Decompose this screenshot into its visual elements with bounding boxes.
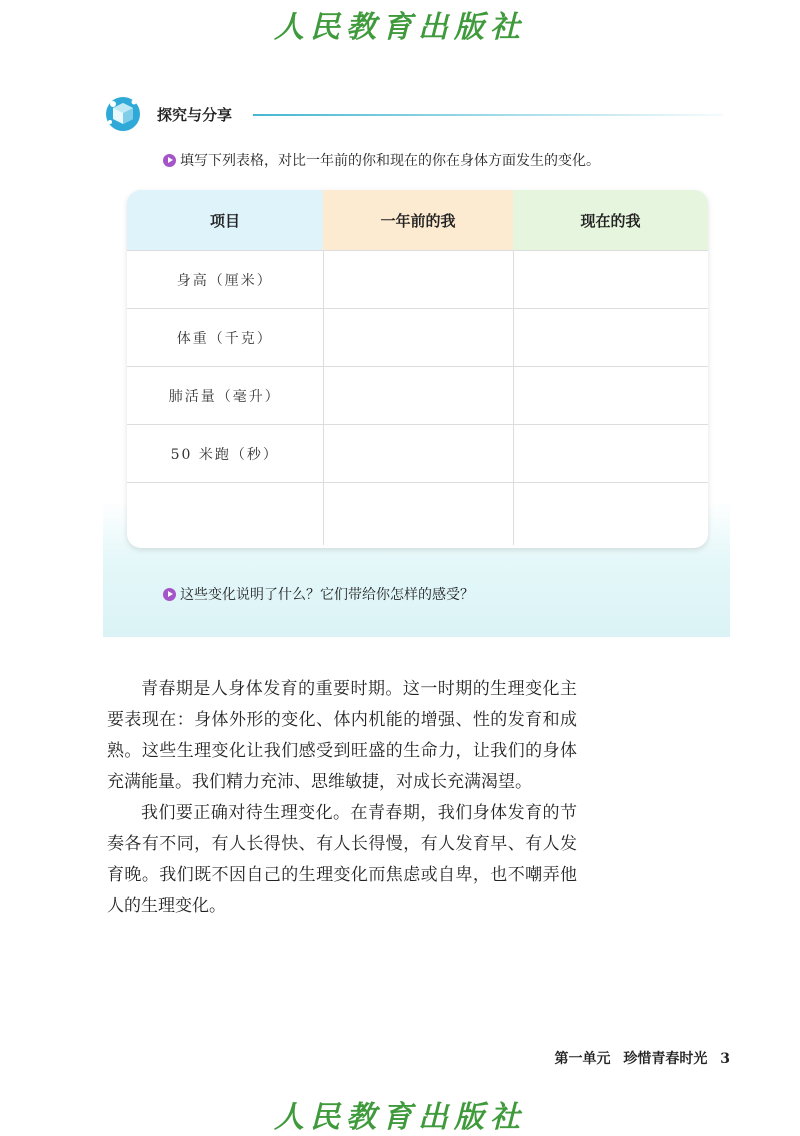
comparison-table	[127, 190, 708, 548]
prompt-reflection	[163, 584, 474, 604]
cell-last-year[interactable]	[323, 425, 513, 483]
footer-unit: 第一单元	[554, 1051, 611, 1067]
section-divider	[253, 114, 723, 116]
cell-last-year[interactable]	[323, 367, 513, 425]
header-item: 项目	[127, 190, 323, 251]
cell-now[interactable]	[513, 367, 708, 425]
cell-now[interactable]	[513, 425, 708, 483]
cell-last-year[interactable]	[323, 483, 513, 546]
paragraph: 我们要正确对待生理变化。在青春期，我们身体发育的节奏各有不同，有人长得快、有人长得慢，有人发育早、有人发育晚。我们既不因自己的生理变化而焦虑或自卑，也不嘲弄他人的生理变化。	[107, 803, 577, 916]
row-label-height: 身高（厘米）	[127, 251, 323, 309]
row-label-weight: 体重（千克）	[127, 309, 323, 367]
play-bullet-icon	[163, 154, 176, 167]
cell-last-year[interactable]	[323, 251, 513, 309]
header-now: 现在的我	[513, 190, 708, 251]
table-header-row	[127, 190, 708, 251]
section-title: 探究与分享	[157, 106, 233, 124]
footer-unit-title: 珍惜青春时光	[623, 1051, 708, 1067]
cell-now[interactable]	[513, 251, 708, 309]
row-label-lung-capacity: 肺活量（毫升）	[127, 367, 323, 425]
table-row	[127, 367, 708, 425]
cell-now[interactable]	[513, 483, 708, 546]
table-row	[127, 251, 708, 309]
cube-molecule-icon	[103, 94, 143, 134]
page-footer	[547, 1048, 731, 1068]
prompt-fill-table	[163, 150, 600, 170]
publisher-logo-top: 人民教育出版社	[274, 10, 526, 45]
publisher-logo-bottom: 人民教育出版社	[274, 1100, 526, 1135]
page-number: 3	[720, 1051, 730, 1067]
prompt-text: 这些变化说明了什么？它们带给你怎样的感受？	[180, 587, 474, 603]
paragraph: 青春期是人身体发育的重要时期。这一时期的生理变化主要表现在：身体外形的变化、体内机能的增强、性的发育和成熟。这些生理变化让我们感受到旺盛的生命力，让我们的身体充满能量。我们精力充沛、思维敏捷，对成长充满渴望。	[107, 679, 577, 792]
header-last-year: 一年前的我	[323, 190, 513, 251]
body-text	[107, 674, 577, 922]
table-row	[127, 425, 708, 483]
prompt-text: 填写下列表格，对比一年前的你和现在的你在身体方面发生的变化。	[180, 153, 600, 169]
cell-last-year[interactable]	[323, 309, 513, 367]
play-bullet-icon	[163, 588, 176, 601]
table-row	[127, 309, 708, 367]
row-label-empty[interactable]	[127, 483, 323, 546]
table-row	[127, 483, 708, 546]
row-label-50m-run: 50 米跑（秒）	[127, 425, 323, 483]
section-header	[103, 94, 723, 134]
cell-now[interactable]	[513, 309, 708, 367]
